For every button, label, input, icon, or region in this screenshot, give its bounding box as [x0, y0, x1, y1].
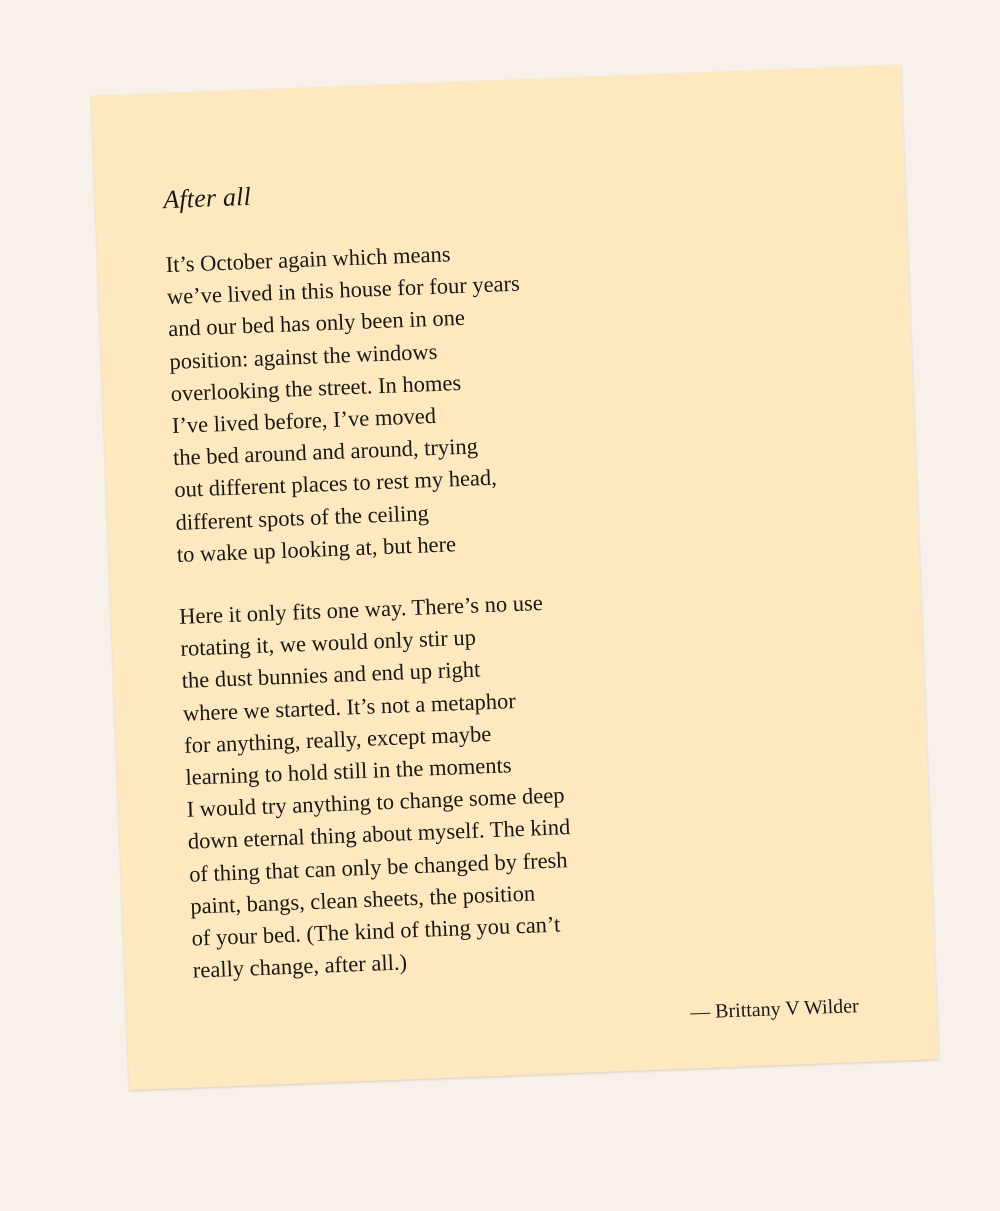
poem-line: learning to hold still in the moments [184, 752, 512, 790]
poem-line: down eternal thing about myself. The kind [187, 814, 571, 855]
poem-line: and our bed has only been in one [167, 305, 466, 342]
poem-line: rotating it, we would only stir up [180, 624, 477, 662]
poem-line: different spots of the ceiling [175, 499, 430, 535]
poem-line: of thing that can only be changed by fresh [188, 846, 568, 887]
poem-line: of your bed. (The kind of thing you can’t [191, 911, 561, 951]
stanza-2 [179, 576, 833, 987]
poem-line: we’ve lived in this house for four years [166, 270, 521, 310]
poem-line: where we started. It’s not a metaphor [182, 687, 517, 726]
poem-line: position: against the windows [168, 338, 438, 374]
poem-line: to wake up looking at, but here [176, 531, 457, 567]
poem-line: It’s October again which means [165, 241, 451, 278]
poem-line: for anything, really, except maybe [183, 720, 492, 758]
poem-line: overlooking the street. In homes [170, 369, 462, 406]
poem-line: out different places to rest my head, [173, 465, 498, 503]
poem-line: the bed around and around, trying [172, 433, 479, 471]
poem-card [91, 65, 939, 1090]
poem-line: Here it only fits one way. There’s no use [178, 589, 544, 629]
poem-author: — Brittany V Wilder [689, 995, 860, 1024]
poem-line: the dust bunnies and end up right [181, 656, 481, 694]
poem-body [163, 161, 834, 1017]
poem-line: really change, after all.) [192, 949, 408, 983]
poem-line: I’ve lived before, I’ve moved [171, 402, 437, 439]
stanza-1 [165, 225, 817, 571]
poem-title: After all [162, 181, 252, 215]
poem-line: paint, bangs, clean sheets, the position [189, 880, 536, 919]
poem-line: I would try anything to change some deep [186, 782, 565, 823]
